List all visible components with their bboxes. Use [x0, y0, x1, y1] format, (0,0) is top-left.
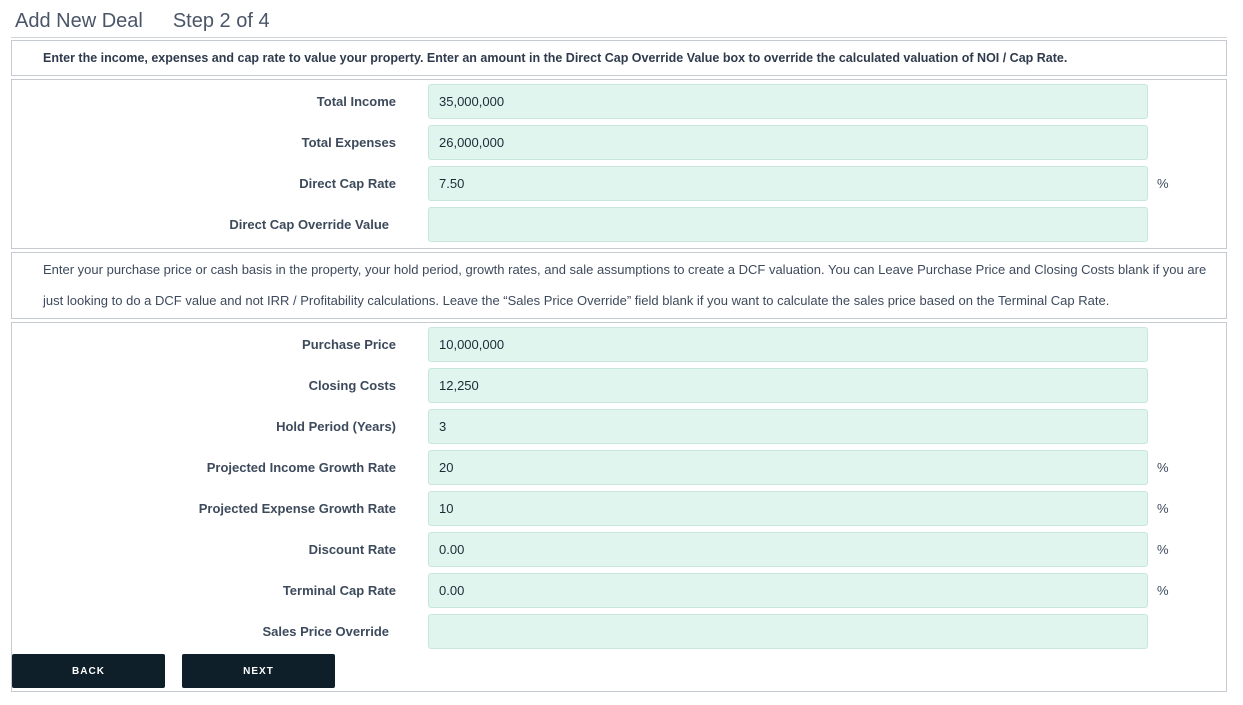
form-row-direct-cap-rate [12, 166, 1226, 201]
expense-growth-rate-input[interactable] [428, 491, 1148, 526]
income-growth-rate-label: Projected Income Growth Rate [206, 460, 396, 475]
terminal-cap-rate-input[interactable] [428, 573, 1148, 608]
total-income-input[interactable] [428, 84, 1148, 119]
form-row-closing-costs [12, 368, 1226, 403]
direct-cap-override-label: Direct Cap Override Value [229, 217, 389, 232]
income-growth-rate-input[interactable] [428, 450, 1148, 485]
total-expenses-label: Total Expenses [301, 135, 396, 150]
valuation-intro-text: Enter the income, expenses and cap rate to value your property. Enter an amount in the Direct Cap Override Value box to override the calculated valuation of NOI / Cap Rate. [43, 51, 1068, 65]
discount-rate-unit: % [1157, 542, 1169, 557]
total-expenses-input[interactable] [428, 125, 1148, 160]
header-divider [11, 37, 1227, 38]
form-row-purchase-price [12, 327, 1226, 362]
discount-rate-input[interactable] [428, 532, 1148, 567]
expense-growth-rate-unit: % [1157, 501, 1169, 516]
step-indicator: Step 2 of 4 [172, 9, 270, 32]
form-row-income-growth-rate [12, 450, 1226, 485]
terminal-cap-rate-label: Terminal Cap Rate [282, 583, 396, 598]
income-growth-rate-unit: % [1157, 460, 1169, 475]
form-row-total-income [12, 84, 1226, 119]
dcf-form-panel [11, 322, 1227, 692]
page-title: Add New Deal [15, 9, 143, 32]
terminal-cap-rate-unit: % [1157, 583, 1169, 598]
form-row-discount-rate [12, 532, 1226, 567]
dcf-intro-text: Enter your purchase price or cash basis in the property, your hold period, growth rates, and sale assumptions to create a DCF valuation. You can Leave Purchase Price and Closing Costs blank if you are just looking to do a DCF value and not IRR / Profitability calculations. Leave the “Sales Price Override” field blank if you want to calculate the sales price based on the Terminal Cap Rate. [43, 262, 1207, 308]
page-header [15, 8, 270, 34]
valuation-intro-panel [11, 40, 1227, 76]
purchase-price-label: Purchase Price [302, 337, 396, 352]
direct-cap-override-input[interactable] [428, 207, 1148, 242]
expense-growth-rate-label: Projected Expense Growth Rate [198, 501, 396, 516]
discount-rate-label: Discount Rate [308, 542, 396, 557]
closing-costs-label: Closing Costs [308, 378, 396, 393]
direct-cap-rate-label: Direct Cap Rate [299, 176, 396, 191]
form-row-terminal-cap-rate [12, 573, 1226, 608]
hold-period-input[interactable] [428, 409, 1148, 444]
form-row-hold-period [12, 409, 1226, 444]
form-row-sales-price-override [12, 614, 1226, 649]
dcf-intro-panel [11, 252, 1227, 319]
direct-cap-rate-unit: % [1157, 176, 1169, 191]
total-income-label: Total Income [316, 94, 396, 109]
sales-price-override-label: Sales Price Override [262, 624, 389, 639]
form-row-direct-cap-override [12, 207, 1226, 242]
hold-period-label: Hold Period (Years) [276, 419, 396, 434]
form-row-expense-growth-rate [12, 491, 1226, 526]
back-button[interactable]: BACK [12, 654, 165, 688]
valuation-form-panel [11, 79, 1227, 249]
form-row-total-expenses [12, 125, 1226, 160]
purchase-price-input[interactable] [428, 327, 1148, 362]
sales-price-override-input[interactable] [428, 614, 1148, 649]
closing-costs-input[interactable] [428, 368, 1148, 403]
next-button[interactable]: NEXT [182, 654, 335, 688]
direct-cap-rate-input[interactable] [428, 166, 1148, 201]
